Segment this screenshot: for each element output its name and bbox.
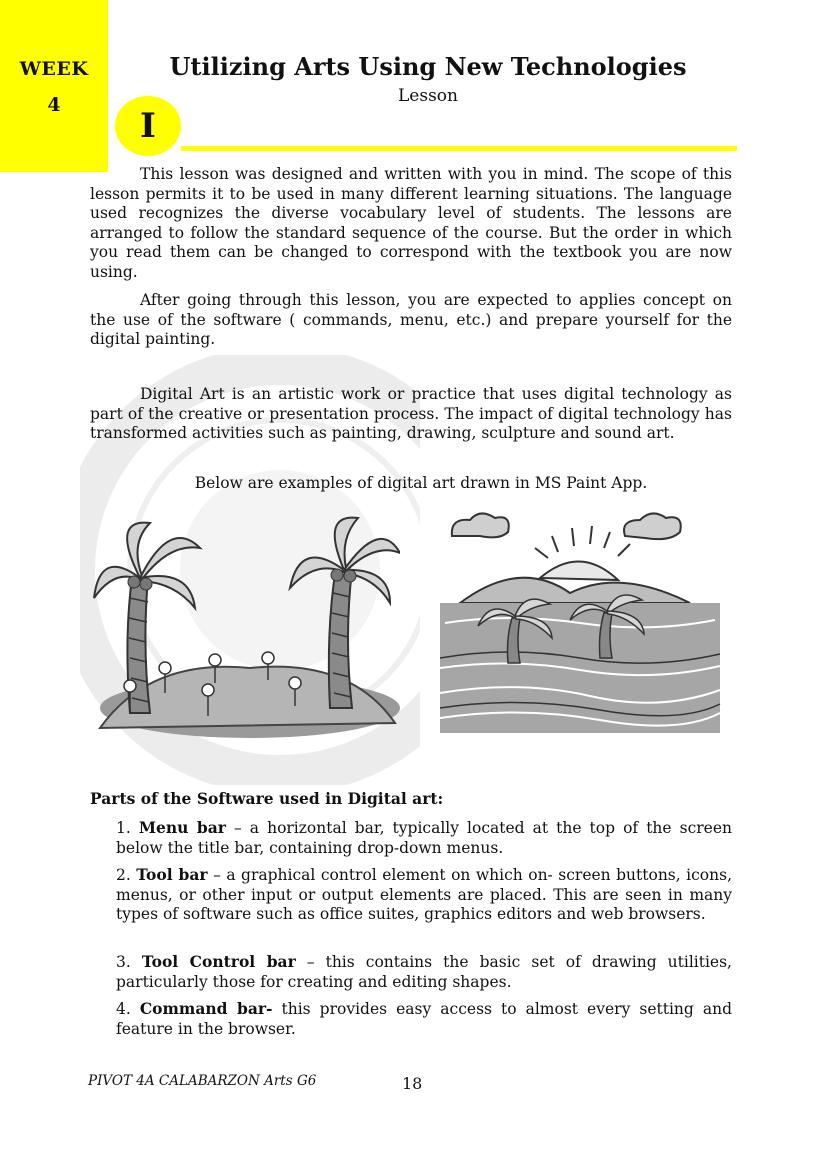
part-term: Tool bar bbox=[136, 865, 208, 884]
seascape-drawing bbox=[440, 508, 730, 738]
part-term: Menu bar bbox=[138, 818, 226, 837]
parts-heading: Parts of the Software used in Digital art: bbox=[90, 789, 444, 808]
title-underline bbox=[181, 146, 737, 151]
week-number: 4 bbox=[47, 94, 61, 116]
page-title: Utilizing Arts Using New Technologies bbox=[169, 52, 687, 81]
section-badge: I bbox=[115, 96, 181, 156]
image-caption: Below are examples of digital art drawn in MS Paint App. bbox=[194, 474, 648, 492]
part-term: Tool Control bar bbox=[141, 952, 296, 971]
footer-source: PIVOT 4A CALABARZON Arts G6 bbox=[88, 1073, 317, 1089]
part-term: Command bar- bbox=[139, 999, 273, 1018]
week-box bbox=[0, 0, 108, 172]
objective-paragraph: After going through this lesson, you are expected to applies concept on the use of the software ( commands, menu, etc.) and prepare yourself for the digital painting. bbox=[90, 291, 732, 348]
palm-island-drawing bbox=[90, 508, 400, 738]
digital-art-paragraph: Digital Art is an artistic work or practice that uses digital technology as part of the creative or presentation process. The impact of digital technology has transformed activities such as painting, drawing, sculpture and sound art. bbox=[90, 385, 732, 442]
week-label: WEEK bbox=[19, 58, 89, 80]
page-number: 18 bbox=[402, 1074, 423, 1093]
part-item: 3. Tool Control bar – this contains the basic set of drawing utilities, particularly those for creating and editing shapes. bbox=[116, 952, 732, 991]
part-item: 4. Command bar- this provides easy access to almost every setting and feature in the browser. bbox=[116, 999, 732, 1038]
part-item: 1. Menu bar – a horizontal bar, typically located at the top of the screen below the title bar, containing drop-down menus. bbox=[116, 818, 732, 857]
part-item: 2. Tool bar – a graphical control element on which on- screen buttons, icons, menus, or other input or output elements are placed. This are seen in many types of software such as office suites, graphics editors and web browsers. bbox=[116, 865, 733, 923]
intro-paragraph: This lesson was designed and written with you in mind. The scope of this lesson permits it to be used in many different learning situations. The language used recognizes the diverse vocabulary level of students. The lessons are arranged to follow the standard sequence of the course. But the order in which you read them can be changed to correspond with the textbook you are now using. bbox=[90, 165, 732, 281]
page-subtitle: Lesson bbox=[398, 86, 458, 106]
